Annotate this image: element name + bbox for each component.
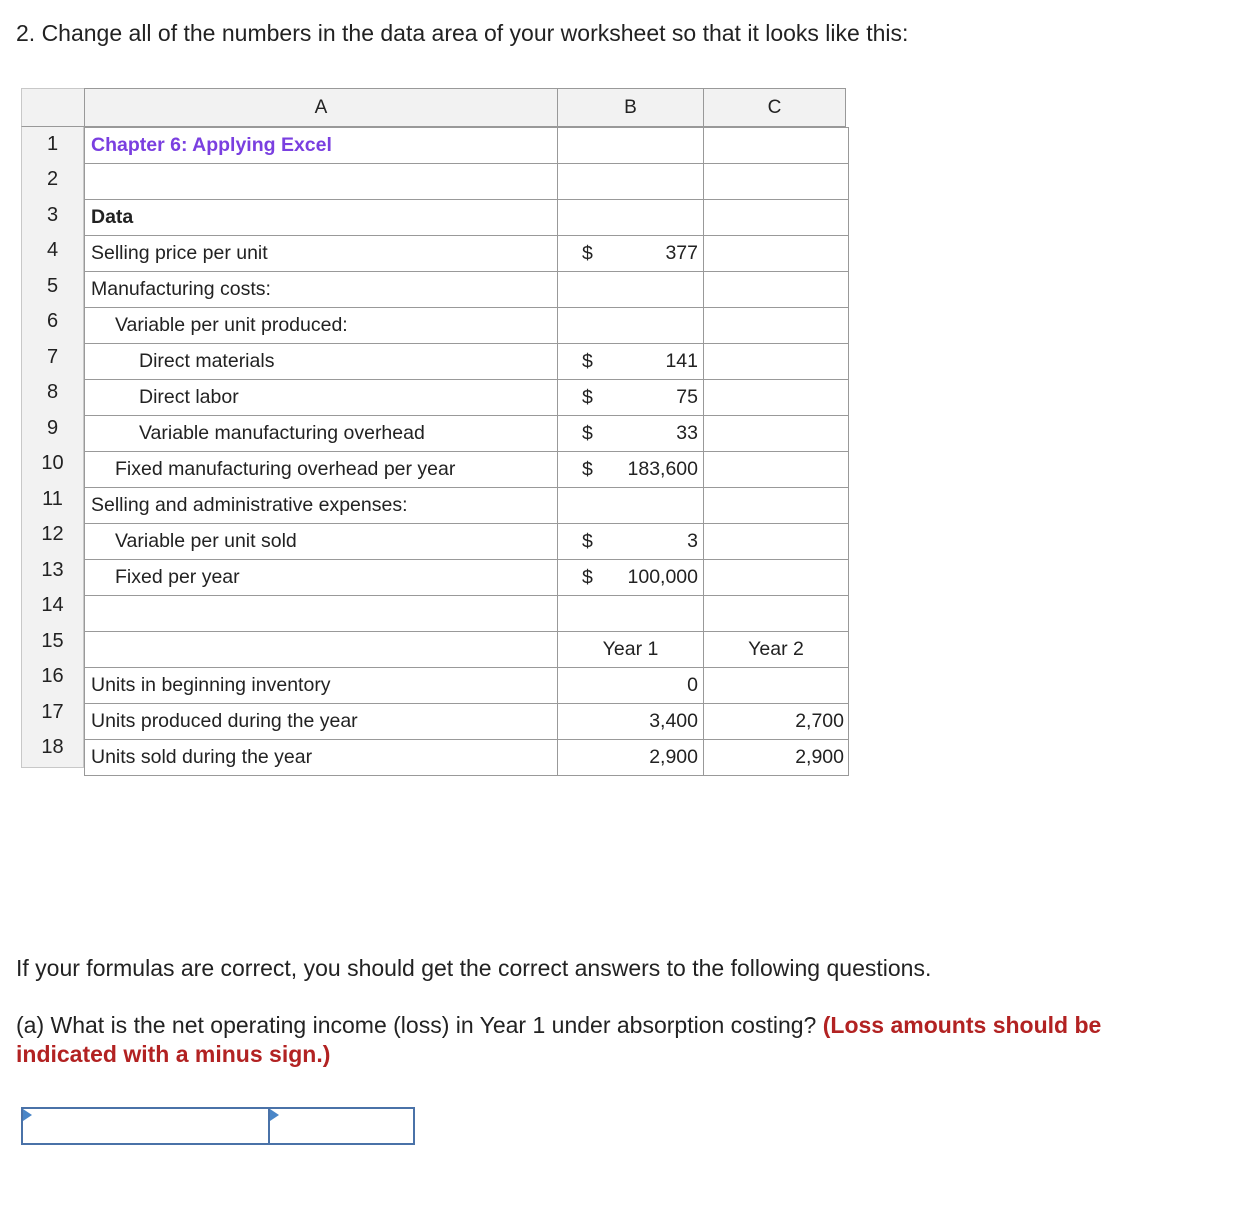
cell-c4[interactable]: [704, 236, 849, 272]
cell-b3[interactable]: [558, 200, 704, 236]
cell-a4[interactable]: Selling price per unit: [85, 236, 558, 272]
row-number[interactable]: 18: [41, 736, 64, 758]
row-number[interactable]: 8: [46, 381, 59, 403]
table-row: [85, 200, 849, 236]
instruction-text: 2. Change all of the numbers in the data area of your worksheet so that it looks like this:: [16, 20, 909, 46]
cell-b11[interactable]: [558, 488, 704, 524]
cell-value: 33: [676, 422, 698, 444]
cell-c12[interactable]: [704, 524, 849, 560]
row-number[interactable]: 9: [46, 417, 59, 439]
question-a: [16, 1011, 1206, 1069]
cell-b13[interactable]: [558, 560, 704, 596]
row-number[interactable]: 17: [41, 701, 64, 723]
cell-c2[interactable]: [704, 164, 849, 200]
cell-c13[interactable]: [704, 560, 849, 596]
row-number[interactable]: 13: [41, 559, 64, 581]
table-row: [85, 452, 849, 488]
cell-b12[interactable]: [558, 524, 704, 560]
table-row: [85, 668, 849, 704]
cell-c16[interactable]: [704, 668, 849, 704]
table-row: [85, 128, 849, 164]
answer-amount-input[interactable]: [268, 1107, 415, 1145]
question-intro-text: If your formulas are correct, you should get the correct answers to the following questions.: [16, 955, 932, 981]
table-row: [85, 488, 849, 524]
table-row: [85, 596, 849, 632]
cell-a18[interactable]: Units sold during the year: [85, 740, 558, 776]
cell-a8[interactable]: Direct labor: [85, 380, 558, 416]
cell-a2[interactable]: [85, 164, 558, 200]
cell-value: 100,000: [627, 566, 698, 588]
worksheet-grid: [84, 127, 849, 776]
cell-a12[interactable]: Variable per unit sold: [85, 524, 558, 560]
cell-c6[interactable]: [704, 308, 849, 344]
cell-a14[interactable]: [85, 596, 558, 632]
cell-a11[interactable]: Selling and administrative expenses:: [85, 488, 558, 524]
cell-a5[interactable]: Manufacturing costs:: [85, 272, 558, 308]
cell-b5[interactable]: [558, 272, 704, 308]
cell-b16[interactable]: [558, 668, 704, 704]
row-number[interactable]: 5: [46, 275, 59, 297]
cell-b2[interactable]: [558, 164, 704, 200]
row-number[interactable]: 10: [41, 452, 64, 474]
cell-c14[interactable]: [704, 596, 849, 632]
row-number[interactable]: 7: [46, 346, 59, 368]
table-row: [85, 272, 849, 308]
question-a-text: (a) What is the net operating income (loss) in Year 1 under absorption costing?: [16, 1012, 817, 1038]
row-number[interactable]: 14: [41, 594, 64, 616]
cell-c5[interactable]: [704, 272, 849, 308]
dollar-sign: $: [582, 422, 593, 444]
dollar-sign: $: [582, 386, 593, 408]
cell-a10[interactable]: Fixed manufacturing overhead per year: [85, 452, 558, 488]
cell-b1[interactable]: [558, 128, 704, 164]
cell-c18[interactable]: 2,900: [704, 740, 849, 776]
dollar-sign: $: [582, 566, 593, 588]
cell-value: 183,600: [627, 458, 698, 480]
cell-b17[interactable]: [558, 704, 704, 740]
year-2-header-cell[interactable]: Year 2: [704, 632, 849, 668]
dropdown-marker-icon: [23, 1109, 32, 1121]
cell-value: 0: [687, 674, 698, 696]
dollar-sign: $: [582, 458, 593, 480]
year-1-header-cell[interactable]: [558, 632, 704, 668]
cell-a15[interactable]: [85, 632, 558, 668]
cell-c3[interactable]: [704, 200, 849, 236]
cell-c8[interactable]: [704, 380, 849, 416]
cell-c7[interactable]: [704, 344, 849, 380]
cell-a7[interactable]: Direct materials: [85, 344, 558, 380]
dollar-sign: $: [582, 350, 593, 372]
table-row: [85, 236, 849, 272]
dropdown-marker-icon: [270, 1109, 279, 1121]
cell-a13[interactable]: Fixed per year: [85, 560, 558, 596]
row-number[interactable]: 11: [42, 488, 63, 510]
cell-value: 377: [665, 242, 698, 264]
row-number[interactable]: 4: [46, 239, 59, 261]
cell-a6[interactable]: Variable per unit produced:: [85, 308, 558, 344]
table-row: [85, 416, 849, 452]
cell-value: 75: [676, 386, 698, 408]
dollar-sign: $: [582, 530, 593, 552]
cell-a9[interactable]: Variable manufacturing overhead: [85, 416, 558, 452]
answer-label-input[interactable]: [21, 1107, 270, 1145]
cell-a16[interactable]: Units in beginning inventory: [85, 668, 558, 704]
table-row: [85, 560, 849, 596]
cell-c1[interactable]: [704, 128, 849, 164]
cell-b18[interactable]: [558, 740, 704, 776]
cell-b14[interactable]: [558, 596, 704, 632]
cell-b4[interactable]: [558, 236, 704, 272]
column-header-a[interactable]: A: [84, 88, 558, 127]
row-number[interactable]: 3: [46, 204, 59, 226]
table-row: [85, 632, 849, 668]
cell-b10[interactable]: [558, 452, 704, 488]
cell-value: Year 1: [602, 638, 659, 660]
row-number[interactable]: 15: [41, 630, 64, 652]
row-number[interactable]: 12: [41, 523, 64, 545]
question-a-note: (Loss amounts should be indicated with a minus sign.): [16, 1012, 1102, 1067]
cell-value: 141: [665, 350, 698, 372]
sheet-title-cell[interactable]: Chapter 6: Applying Excel: [85, 128, 558, 164]
cell-b6[interactable]: [558, 308, 704, 344]
row-number[interactable]: 16: [41, 665, 64, 687]
cell-b7[interactable]: [558, 344, 704, 380]
cell-value: 2,900: [649, 746, 698, 768]
table-row: [85, 524, 849, 560]
cell-c17[interactable]: 2,700: [704, 704, 849, 740]
data-heading-cell[interactable]: Data: [85, 200, 558, 236]
cell-value: 3: [687, 530, 698, 552]
row-number[interactable]: 1: [46, 133, 59, 155]
dollar-sign: $: [582, 242, 593, 264]
table-row: [85, 380, 849, 416]
column-header-b[interactable]: B: [557, 88, 704, 127]
row-number[interactable]: 2: [46, 168, 59, 190]
cell-c10[interactable]: [704, 452, 849, 488]
table-row: [85, 704, 849, 740]
column-header-c[interactable]: C: [703, 88, 846, 127]
table-row: [85, 164, 849, 200]
select-all-corner[interactable]: [21, 88, 85, 127]
cell-a17[interactable]: Units produced during the year: [85, 704, 558, 740]
table-row: [85, 740, 849, 776]
table-row: [85, 308, 849, 344]
cell-b9[interactable]: [558, 416, 704, 452]
cell-c11[interactable]: [704, 488, 849, 524]
cell-b8[interactable]: [558, 380, 704, 416]
cell-value: 3,400: [649, 710, 698, 732]
row-number[interactable]: 6: [46, 310, 59, 332]
table-row: [85, 344, 849, 380]
cell-c9[interactable]: [704, 416, 849, 452]
